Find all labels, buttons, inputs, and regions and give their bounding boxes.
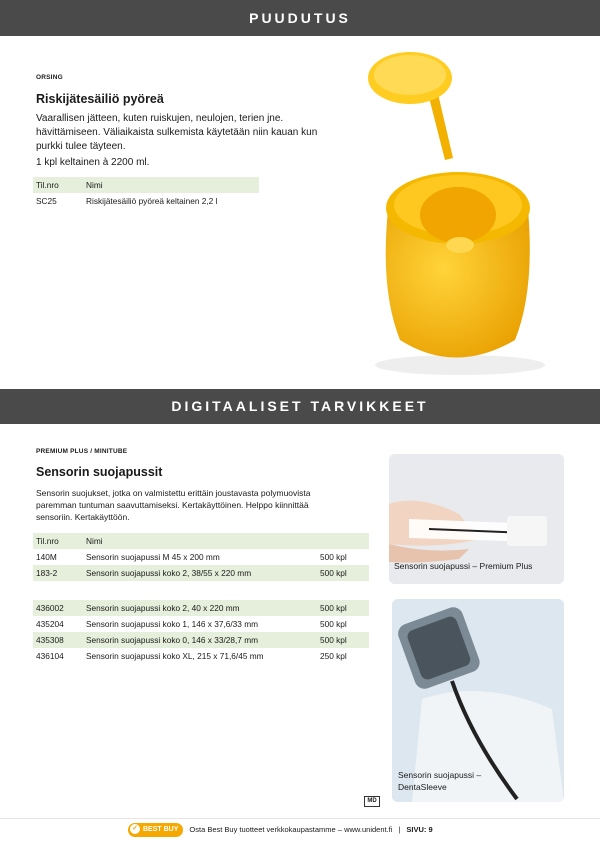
table-cell: 500 kpl [317, 565, 369, 581]
table-cell: 500 kpl [317, 632, 369, 648]
best-buy-badge [128, 823, 183, 837]
table-cell: Sensorin suojapussi koko 1, 146 x 37,6/33 mm [86, 619, 259, 629]
table-cell: Sensorin suojapussi koko 2, 40 x 220 mm [83, 600, 317, 616]
table-header-cell: Til.nro [33, 177, 83, 193]
table-cell: Riskijätesäiliö pyöreä keltainen 2,2 l [86, 196, 218, 206]
premium-plus-photo [389, 454, 564, 584]
product-title: Riskijätesäiliö pyöreä [36, 92, 164, 106]
table-cell: 140M [36, 552, 57, 562]
table-cell: 500 kpl [320, 619, 347, 629]
product-description: Vaarallisen jätteen, kuten ruiskujen, neulojen, terien jne. hävittämiseen. Väliaikaista sulkemista käytetään niin kauan kun purkki tulee täyteen. [36, 113, 318, 152]
table-cell: 500 kpl [320, 552, 347, 562]
brand-label: ORSING [36, 74, 63, 81]
product-title: Sensorin suojapussit [36, 465, 163, 479]
table-cell: 435204 [36, 619, 64, 629]
table-row [33, 648, 369, 664]
table-cell: SC25 [36, 196, 57, 206]
footer-separator: | [398, 825, 401, 834]
product-description: Sensorin suojukset, jotka on valmistettu erittäin joustavasta polymuovista paremman tuntuman saavuttamiseksi. Kertakäyttöinen. Helppo kiinnittää sensoriin. Kertakäyttöön. [36, 488, 311, 522]
table-cell: 435308 [33, 632, 83, 648]
order-table [33, 600, 369, 664]
photo-caption [398, 769, 481, 793]
table-row [33, 565, 369, 581]
footer-divider [0, 818, 600, 819]
section-band-digitaaliset: DIGITAALISET TARVIKKEET [0, 389, 600, 424]
photo-caption: Sensorin suojapussi – Premium Plus [394, 561, 533, 571]
order-table [33, 533, 369, 581]
order-table [33, 177, 259, 209]
table-cell: Sensorin suojapussi koko 0, 146 x 33/28,7 mm [83, 632, 317, 648]
page-number: SIVU: 9 [406, 825, 433, 834]
table-row [33, 600, 369, 616]
table-row [33, 193, 259, 209]
table-header-row [33, 533, 369, 549]
brand-label: PREMIUM PLUS / MINITUBE [36, 448, 128, 455]
footer-text: Osta Best Buy tuotteet verkkokaupastamme – www.unident.fi [189, 825, 393, 834]
table-cell: 436002 [33, 600, 83, 616]
table-row [33, 549, 369, 565]
table-header-row [33, 177, 259, 193]
table-row [33, 616, 369, 632]
badge-label: BEST BUY [143, 826, 179, 833]
section-band-puudutus: PUUDUTUS [0, 0, 600, 36]
table-cell: Sensorin suojapussi M 45 x 200 mm [86, 552, 220, 562]
product-spec: 1 kpl keltainen à 2200 ml. [36, 157, 150, 168]
table-header-cell: Nimi [83, 177, 259, 193]
caption-line: DentaSleeve [398, 782, 447, 792]
footer [128, 823, 433, 837]
dentasleeve-photo [392, 599, 564, 802]
table-header-cell [317, 533, 369, 549]
table-cell: 183-2 [33, 565, 83, 581]
table-cell: 250 kpl [320, 651, 347, 661]
table-cell: Sensorin suojapussi koko XL, 215 x 71,6/45 mm [86, 651, 264, 661]
table-header-cell: Nimi [83, 533, 317, 549]
sharps-container-image [350, 40, 600, 385]
table-cell: Sensorin suojapussi koko 2, 38/55 x 220 mm [83, 565, 317, 581]
md-badge: MD [364, 796, 380, 807]
table-cell: 500 kpl [317, 600, 369, 616]
thumbs-up-icon: ✓ [130, 824, 140, 834]
caption-line: Sensorin suojapussi – [398, 770, 482, 780]
table-cell: 436104 [36, 651, 64, 661]
table-header-cell: Til.nro [33, 533, 83, 549]
table-row [33, 632, 369, 648]
